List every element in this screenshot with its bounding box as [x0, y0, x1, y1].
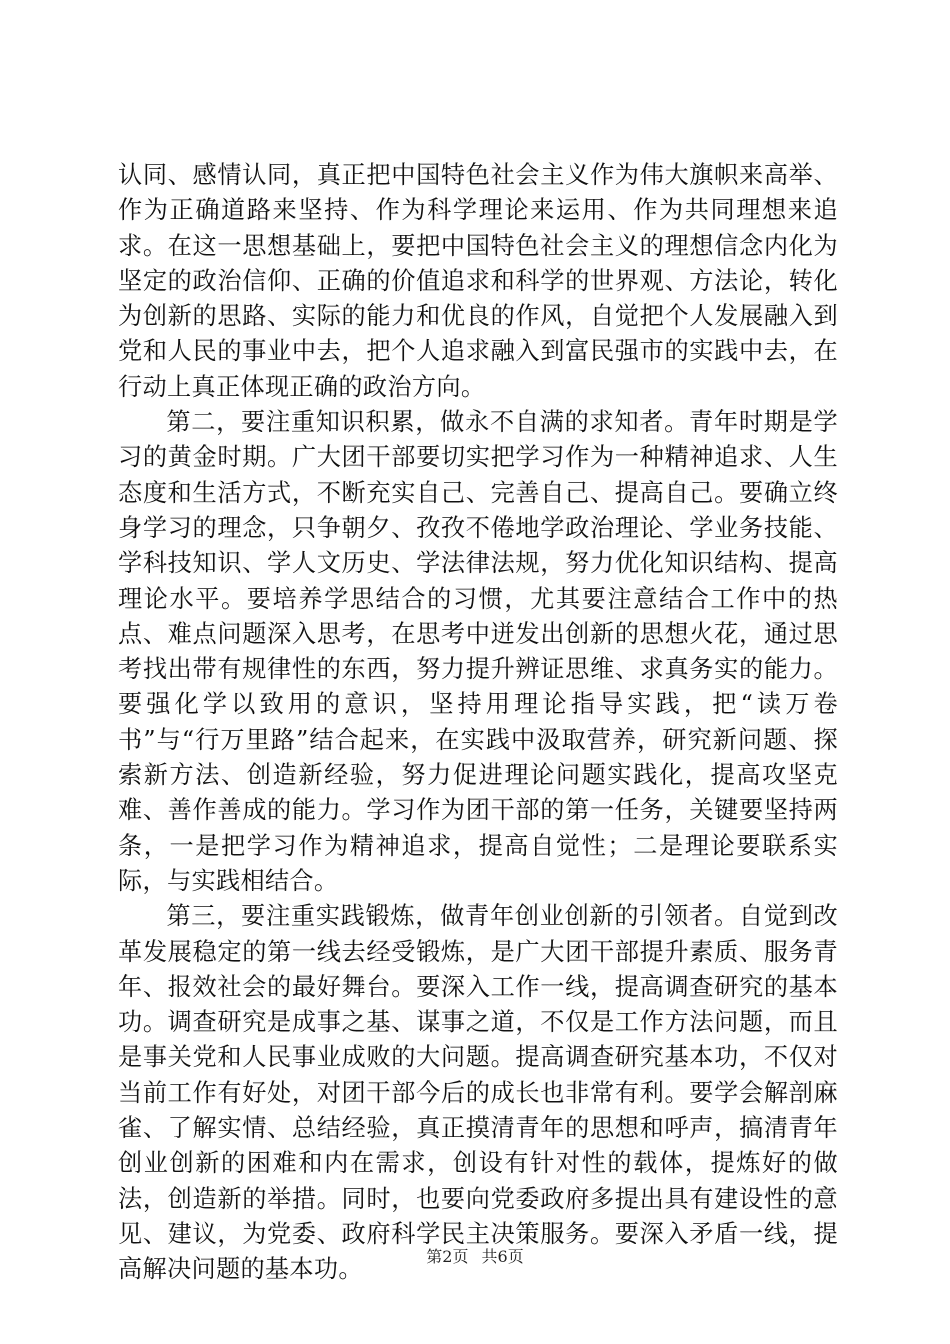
document-body — [118, 158, 838, 1288]
paragraph-third-point: 第三，要注重实践锻炼，做青年创业创新的引领者。自觉到改革发展稳定的第一线去经受锻炼，是广大团干部提升素质、服务青年、报效社会的最好舞台。要深入工作一线，提高调查研究的基本功。调查研究是成事之基、谋事之道，不仅是工作方法问题，而且是事关党和人民事业成败的大问题。提高调查研究基本功，不仅对当前工作有好处，对团干部今后的成长也非常有利。要学会解剖麻雀、了解实情、总结经验，真正摸清青年的思想和呼声，搞清青年创业创新的困难和内在需求，创设有针对性的载体，提炼好的做法，创造新的举措。同时，也要向党委政府多提出具有建设性的意见、建议，为党委、政府科学民主决策服务。要深入矛盾一线，提高解决问题的基本功。 — [118, 902, 838, 1284]
page-number: 第2页 — [426, 1247, 469, 1266]
page-footer — [0, 1244, 950, 1267]
paragraph-continuation: 认同、感情认同，真正把中国特色社会主义作为伟大旗帜来高举、作为正确道路来坚持、作为科学理论来运用、作为共同理想来追求。在这一思想基础上，要把中国特色社会主义的理想信念内化为坚定的政治信仰、正确的价值追求和科学的世界观、方法论，转化为创新的思路、实际的能力和优良的作风，自觉把个人发展融入到党和人民的事业中去，把个人追求融入到富民强市的实践中去，在行动上真正体现正确的政治方向。 — [118, 161, 838, 401]
paragraph-second-point: 第二，要注重知识积累，做永不自满的求知者。青年时期是学习的黄金时期。广大团干部要切实把学习作为一种精神追求、人生态度和生活方式，不断充实自己、完善自己、提高自己。要确立终身学习的理念，只争朝夕、孜孜不倦地学政治理论、学业务技能、学科技知识、学人文历史、学法律法规，努力优化知识结构、提高理论水平。要培养学思结合的习惯，尤其要注意结合工作中的热点、难点问题深入思考，在思考中迸发出创新的思想火花，通过思考找出带有规律性的东西，努力提升辨证思维、求真务实的能力。要强化学以致用的意识，坚持用理论指导实践，把“读万卷书”与“行万里路”结合起来，在实践中汲取营养，研究新问题、探索新方法、创造新经验，努力促进理论问题实践化，提高攻坚克难、善作善成的能力。学习作为团干部的第一任务，关键要坚持两条，一是把学习作为精神追求，提高自觉性；二是理论要联系实际，与实践相结合。 — [118, 408, 838, 895]
page-total: 共6页 — [481, 1247, 524, 1266]
